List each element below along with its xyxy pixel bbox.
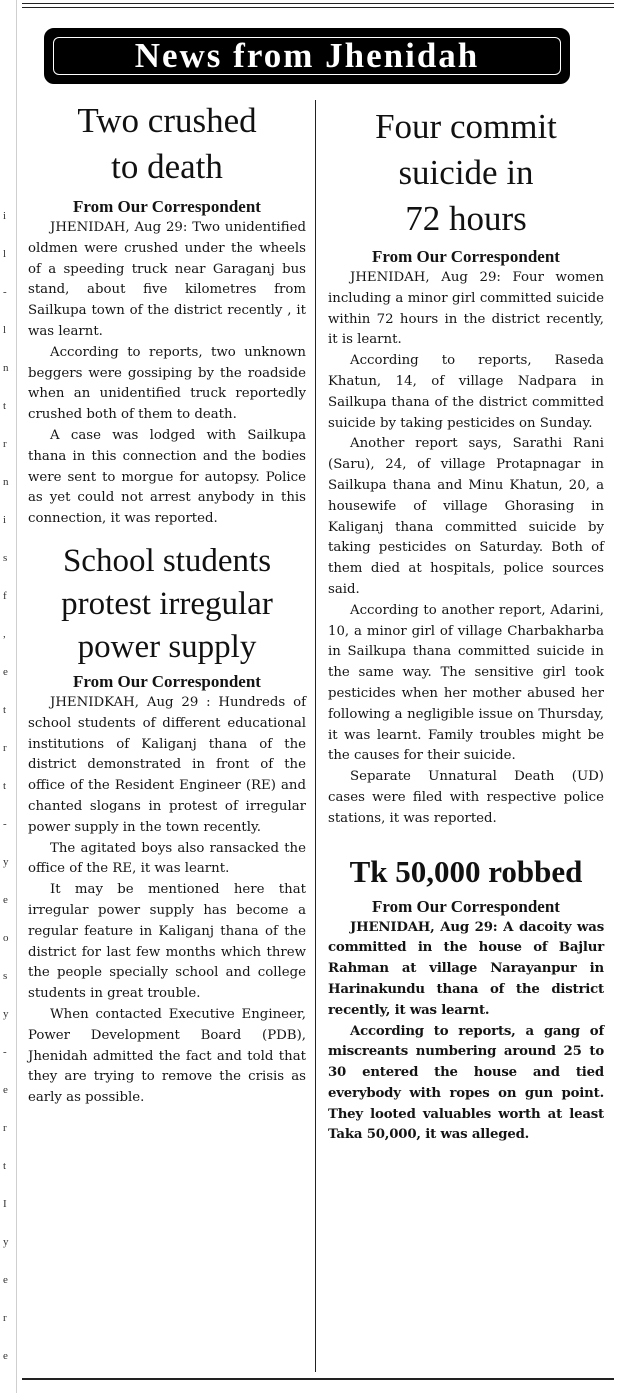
story-four-commit-suicide — [328, 104, 604, 830]
strip-fragment: r — [3, 742, 7, 754]
headline-line: suicide in — [398, 153, 534, 192]
strip-fragment: s — [3, 552, 8, 564]
paragraph: JHENIDKAH, Aug 29 : Hundreds of school students of different educational institutions of Kaliganj thana of the district demonstrated in front of the office of the Resident Engineer (RE) and chanted slogans in protest of irregular power supply in the town recently. — [28, 694, 306, 835]
strip-fragment: e — [3, 1274, 8, 1286]
strip-fragment: t — [3, 400, 7, 412]
masthead-banner — [44, 28, 570, 84]
strip-fragment: e — [3, 1084, 8, 1096]
strip-fragment: y — [3, 1008, 9, 1020]
story-body — [28, 693, 306, 1109]
byline: From Our Correspondent — [73, 671, 261, 691]
strip-fragment: e — [3, 894, 8, 906]
strip-fragment: i — [3, 210, 7, 222]
strip-fragment: t — [3, 704, 7, 716]
strip-fragment: o — [3, 932, 9, 944]
strip-fragment: i — [3, 514, 7, 526]
strip-fragment: r — [3, 438, 7, 450]
headline — [28, 540, 306, 669]
right-column — [328, 104, 604, 1146]
paragraph: A case was lodged with Sailkupa thana in this connection and the bodies were sent to morgue for autopsy. Police as yet could not arrest anybody in this connection, it was reported. — [28, 427, 306, 527]
paragraph: Separate Unnatural Death (UD) cases were filed with respective police stations, it was reported. — [328, 769, 604, 826]
adjacent-column-edge — [0, 0, 17, 1393]
headline-line: protest irregular — [61, 585, 273, 622]
strip-fragment: I — [3, 1198, 7, 1210]
headline-line: to death — [111, 147, 223, 186]
strip-fragment: f — [3, 590, 7, 602]
paragraph: According to reports, two unknown beggers were gossiping by the roadside when an unidentified truck reportedly crushed both of them to death. — [28, 344, 306, 423]
strip-fragment: - — [3, 1046, 7, 1058]
strip-fragment: - — [3, 286, 7, 298]
column-divider — [315, 100, 316, 1372]
strip-fragment: n — [3, 476, 9, 488]
paragraph: The agitated boys also ransacked the office of the RE, it was learnt. — [28, 840, 306, 877]
strip-fragment: y — [3, 1236, 9, 1248]
strip-fragment: e — [3, 666, 8, 678]
strip-fragment: e — [3, 1350, 8, 1362]
top-rule — [22, 3, 614, 8]
headline-line: power supply — [77, 628, 257, 665]
headline-line: Two crushed — [77, 101, 257, 140]
paragraph: JHENIDAH, Aug 29: A dacoity was committed in the house of Bajlur Rahman at village Narayanpur in Harinakundu thana of the district recently, it was learnt. — [328, 919, 604, 1018]
headline — [328, 104, 604, 242]
story-two-crushed — [28, 98, 306, 530]
strip-fragment: t — [3, 780, 7, 792]
story-body — [328, 268, 604, 830]
strip-fragment: t — [3, 1160, 7, 1172]
byline: From Our Correspondent — [372, 247, 560, 266]
byline: From Our Correspondent — [73, 197, 261, 216]
strip-fragment: , — [3, 628, 6, 640]
paragraph: According to reports, a gang of miscreants numbering around 25 to 30 entered the house and tied everybody with ropes on gun point. They looted valuables worth at least Taka 50,000, it was alleged. — [328, 1023, 604, 1143]
bottom-rule — [22, 1378, 614, 1384]
strip-fragment: y — [3, 856, 9, 868]
paragraph: JHENIDAH, Aug 29: Four women including a minor girl committed suicide within 72 hours in the district recently, it is learnt. — [328, 270, 604, 348]
strip-fragment: r — [3, 1312, 7, 1324]
story-tk-robbed — [328, 852, 604, 1147]
strip-fragment: s — [3, 970, 8, 982]
paragraph: Another report says, Sarathi Rani (Saru), 24, of village Protapnagar in Sailkupa thana and Minu Khatun, 20, a housewife of village Ghorasing in Kaliganj thana committed suicide by taking pesticides on Saturday. Both of them died at hospitals, police sources said. — [328, 436, 604, 597]
headline-line: School students — [62, 542, 272, 579]
headline-line: 72 hours — [405, 199, 527, 238]
headline: Tk 50,000 robbed — [349, 853, 583, 889]
paragraph: When contacted Executive Engineer, Power Development Board (PDB), Jhenidah admitted the fact and told that they are trying to remove the crisis as early as possible. — [28, 1006, 306, 1106]
headline-line: Four commit — [375, 107, 557, 146]
headline — [28, 98, 306, 190]
strip-fragment: l — [3, 248, 7, 260]
strip-fragment: - — [3, 818, 7, 830]
story-body — [28, 218, 306, 530]
paragraph: JHENIDAH, Aug 29: Two unidentified oldmen were crushed under the wheels of a speeding truck near Garaganj bus stand, about five kilometres from Sailkupa town of the district recently , it was learnt. — [28, 220, 306, 339]
byline: From Our Correspondent — [372, 896, 560, 916]
paragraph: It may be mentioned here that irregular power supply has become a regular feature in Kaliganj thana of the district for last few months which threw the people specially school and college students in great trouble. — [28, 882, 306, 1002]
story-school-students — [28, 540, 306, 1109]
paragraph: According to another report, Adarini, 10, a minor girl of village Charbakharba in Sailkupa thana committed suicide in the same way. The sensitive girl took pesticides when her mother abused her following a negligible issue on Thursday, it was learnt. Family troubles might be the causes for their suicide. — [328, 602, 604, 764]
story-body — [328, 918, 604, 1147]
strip-fragment: r — [3, 1122, 7, 1134]
masthead-title: News from Jhenidah — [134, 36, 480, 75]
paragraph: According to reports, Raseda Khatun, 14, of village Nadpara in Sailkupa thana of the district committed suicide by taking pesticides on Sunday. — [328, 353, 604, 431]
strip-fragment: n — [3, 362, 9, 374]
strip-fragment: l — [3, 324, 7, 336]
left-column — [28, 98, 306, 1109]
